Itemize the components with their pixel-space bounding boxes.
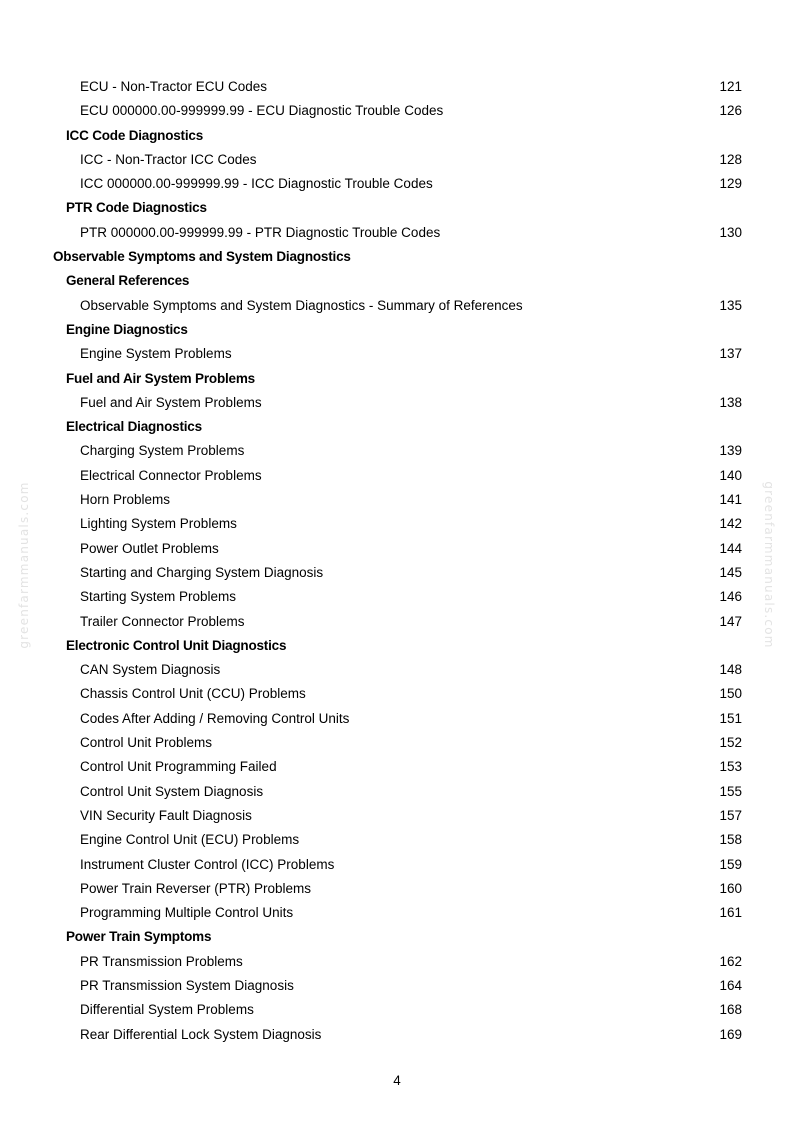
toc-entry-title: Chassis Control Unit (CCU) Problems xyxy=(80,686,306,702)
toc-page-number: 142 xyxy=(719,516,742,532)
toc-entry[interactable] xyxy=(0,172,794,196)
toc-page-number: 160 xyxy=(719,880,742,896)
toc-entry-title: Rear Differential Lock System Diagnosis xyxy=(80,1026,322,1042)
toc-entry-title: Control Unit System Diagnosis xyxy=(80,783,264,799)
toc-page-number: 139 xyxy=(719,443,742,459)
toc-entry-title: PR Transmission System Diagnosis xyxy=(80,977,294,993)
page-number: 4 xyxy=(393,1073,401,1088)
toc-entry-title: Observable Symptoms and System Diagnostics - Summary of References xyxy=(80,297,523,313)
toc-section-heading[interactable] xyxy=(0,196,794,220)
toc-entry-title: Fuel and Air System Problems xyxy=(66,370,255,386)
toc-section-heading[interactable] xyxy=(0,245,794,269)
toc-entry-title: Power Train Reverser (PTR) Problems xyxy=(80,880,312,896)
toc-entry[interactable] xyxy=(0,950,794,974)
toc-entry-title: Electronic Control Unit Diagnostics xyxy=(66,637,287,653)
toc-page-number: 147 xyxy=(719,613,742,629)
toc-entry-title: Engine Control Unit (ECU) Problems xyxy=(80,832,300,848)
toc-section-heading[interactable] xyxy=(0,925,794,949)
toc-entry[interactable] xyxy=(0,75,794,99)
toc-entry-title: Electrical Connector Problems xyxy=(80,467,262,483)
toc-entry-title: ICC 000000.00-999999.99 - ICC Diagnostic Trouble Codes xyxy=(80,176,433,192)
watermark-right: greenfarmmanuals.com xyxy=(762,481,776,649)
table-of-contents xyxy=(0,75,794,1047)
toc-entry-title: Control Unit Programming Failed xyxy=(80,759,277,775)
toc-entry[interactable] xyxy=(0,99,794,123)
toc-entry-title: Engine System Problems xyxy=(80,346,232,362)
toc-page-number: 169 xyxy=(719,1026,742,1042)
toc-entry[interactable] xyxy=(0,464,794,488)
toc-page-number: 130 xyxy=(719,224,742,240)
toc-entry-title: Charging System Problems xyxy=(80,443,245,459)
toc-entry[interactable] xyxy=(0,901,794,925)
toc-section-heading[interactable] xyxy=(0,318,794,342)
toc-page-number: 151 xyxy=(719,710,742,726)
toc-entry[interactable] xyxy=(0,561,794,585)
toc-entry-title: Starting System Problems xyxy=(80,589,237,605)
toc-entry[interactable] xyxy=(0,853,794,877)
toc-section-heading[interactable] xyxy=(0,367,794,391)
toc-page-number: 152 xyxy=(719,735,742,751)
toc-page-number: 121 xyxy=(719,79,742,94)
toc-entry-title: Programming Multiple Control Units xyxy=(80,905,294,921)
toc-entry-title: Differential System Problems xyxy=(80,1002,254,1018)
toc-entry[interactable] xyxy=(0,221,794,245)
toc-entry-title: Instrument Cluster Control (ICC) Problems xyxy=(80,856,335,872)
toc-entry[interactable] xyxy=(0,342,794,366)
toc-page-number: 157 xyxy=(719,807,742,823)
toc-page-number: 141 xyxy=(719,492,742,508)
toc-page-number: 144 xyxy=(719,540,742,556)
toc-entry[interactable] xyxy=(0,877,794,901)
toc-entry-title: Starting and Charging System Diagnosis xyxy=(80,564,324,580)
toc-entry-title: Power Outlet Problems xyxy=(80,540,219,556)
toc-page-number: 129 xyxy=(719,176,742,192)
toc-page-number: 138 xyxy=(719,394,742,410)
toc-entry-title: Engine Diagnostics xyxy=(66,321,188,337)
toc-entry[interactable] xyxy=(0,780,794,804)
toc-page-number: 126 xyxy=(719,103,742,119)
toc-entry-title: General References xyxy=(66,273,190,289)
toc-entry[interactable] xyxy=(0,585,794,609)
toc-entry-title: ICC - Non-Tractor ICC Codes xyxy=(80,151,257,167)
watermark-left: greenfarmmanuals.com xyxy=(17,481,31,649)
toc-entry-title: PTR Code Diagnostics xyxy=(66,200,207,216)
toc-entry-title: Power Train Symptoms xyxy=(66,929,212,945)
toc-section-heading[interactable] xyxy=(0,124,794,148)
toc-page-number: 164 xyxy=(719,977,742,993)
toc-entry-title: Trailer Connector Problems xyxy=(80,613,245,629)
toc-entry[interactable] xyxy=(0,148,794,172)
toc-entry[interactable] xyxy=(0,682,794,706)
toc-entry-title: ECU 000000.00-999999.99 - ECU Diagnostic Trouble Codes xyxy=(80,103,444,119)
toc-entry-title: Codes After Adding / Removing Control Units xyxy=(80,710,350,726)
toc-page-number: 148 xyxy=(719,662,742,678)
toc-entry-title: Horn Problems xyxy=(80,492,171,508)
toc-page-number: 146 xyxy=(719,589,742,605)
toc-section-heading[interactable] xyxy=(0,269,794,293)
toc-entry[interactable] xyxy=(0,610,794,634)
toc-entry[interactable] xyxy=(0,1023,794,1047)
toc-entry-title: Control Unit Problems xyxy=(80,735,213,751)
toc-entry-title: PTR 000000.00-999999.99 - PTR Diagnostic Trouble Codes xyxy=(80,224,441,240)
toc-page-number: 145 xyxy=(719,564,742,580)
toc-entry-title: Lighting System Problems xyxy=(80,516,237,532)
toc-entry[interactable] xyxy=(0,658,794,682)
toc-page-number: 153 xyxy=(719,759,742,775)
toc-entry[interactable] xyxy=(0,537,794,561)
toc-page-number: 150 xyxy=(719,686,742,702)
toc-page-number: 155 xyxy=(719,783,742,799)
toc-page-number: 159 xyxy=(719,856,742,872)
toc-entry[interactable] xyxy=(0,707,794,731)
toc-entry-title: PR Transmission Problems xyxy=(80,953,243,969)
toc-entry[interactable] xyxy=(0,804,794,828)
toc-entry-title: Observable Symptoms and System Diagnostics xyxy=(53,249,351,265)
toc-entry[interactable] xyxy=(0,755,794,779)
toc-entry[interactable] xyxy=(0,998,794,1022)
toc-page-number: 158 xyxy=(719,832,742,848)
toc-entry[interactable] xyxy=(0,974,794,998)
toc-entry[interactable] xyxy=(0,439,794,463)
toc-entry[interactable] xyxy=(0,512,794,536)
toc-entry[interactable] xyxy=(0,294,794,318)
toc-entry-title: VIN Security Fault Diagnosis xyxy=(80,807,252,823)
toc-page-number: 161 xyxy=(719,905,742,921)
toc-entry-title: ECU - Non-Tractor ECU Codes xyxy=(80,79,268,94)
toc-section-heading[interactable] xyxy=(0,415,794,439)
toc-entry-title: CAN System Diagnosis xyxy=(80,662,221,678)
toc-entry-title: ICC Code Diagnostics xyxy=(66,127,204,143)
toc-entry-title: Fuel and Air System Problems xyxy=(80,394,262,410)
toc-page-number: 162 xyxy=(719,953,742,969)
toc-page-number: 137 xyxy=(719,346,742,362)
toc-entry[interactable] xyxy=(0,391,794,415)
toc-entry[interactable] xyxy=(0,731,794,755)
toc-page-number: 128 xyxy=(719,151,742,167)
toc-section-heading[interactable] xyxy=(0,634,794,658)
toc-entry[interactable] xyxy=(0,828,794,852)
toc-entry-title: Electrical Diagnostics xyxy=(66,419,202,435)
toc-page-number: 168 xyxy=(719,1002,742,1018)
toc-page-number: 140 xyxy=(719,467,742,483)
toc-page-number: 135 xyxy=(719,297,742,313)
toc-entry[interactable] xyxy=(0,488,794,512)
